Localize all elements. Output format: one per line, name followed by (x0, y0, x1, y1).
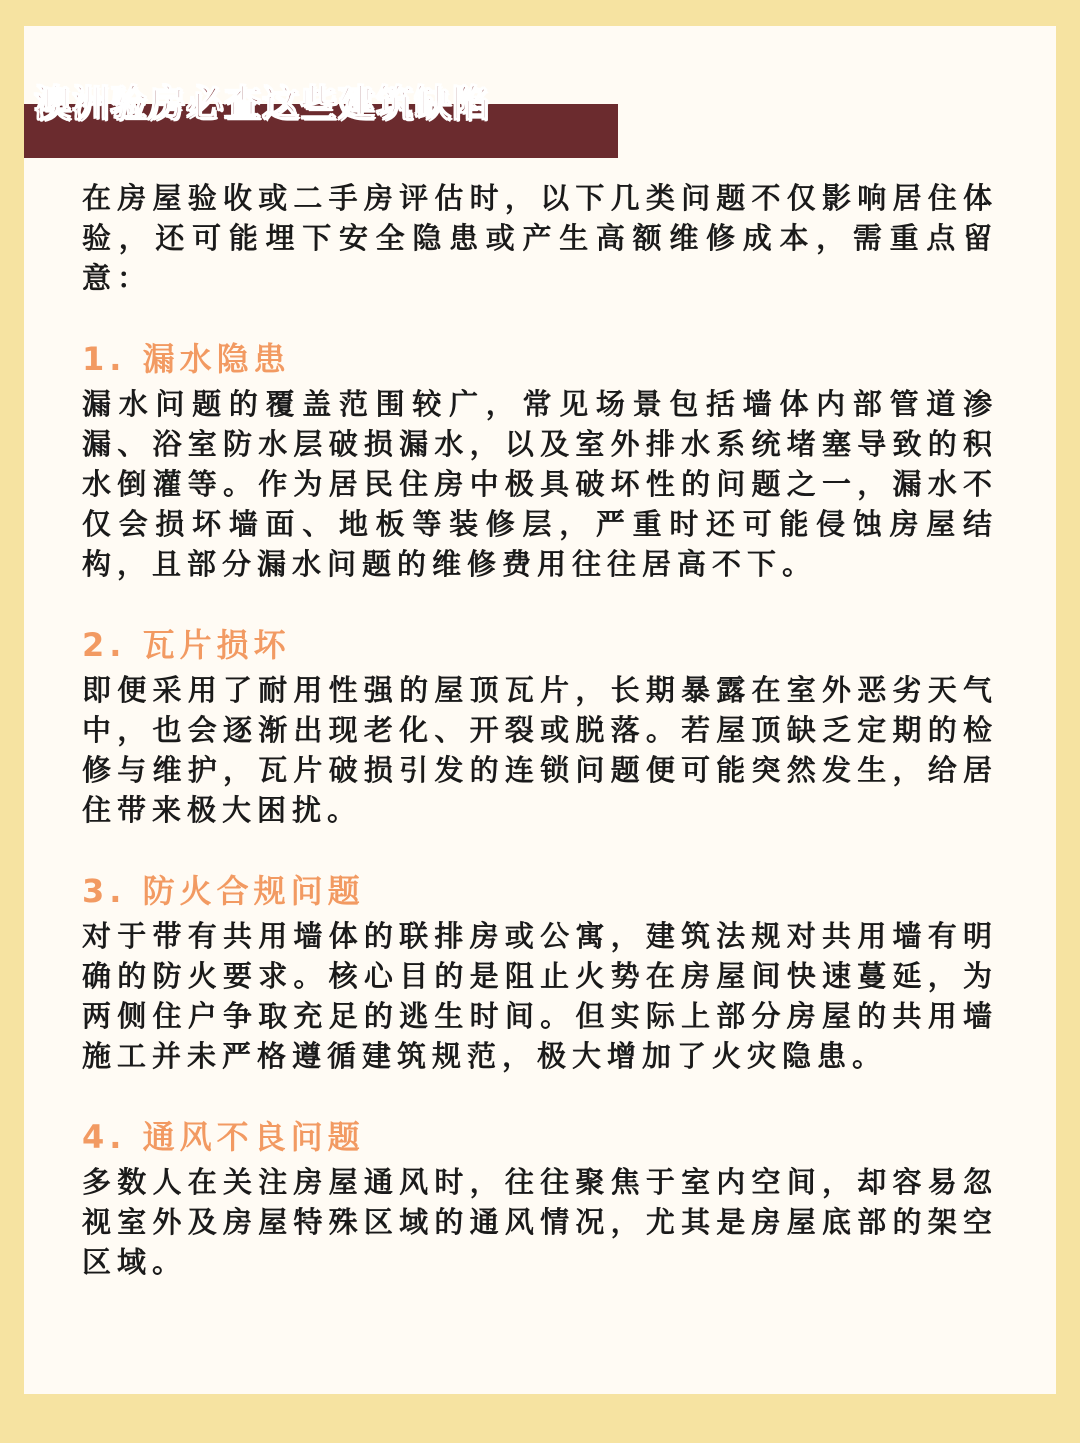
section-ventilation (82, 1114, 998, 1282)
section-heading: 3. 防火合规问题 (82, 872, 365, 910)
section-fire (82, 868, 998, 1076)
article-body (82, 178, 998, 1320)
intro-paragraph: 在房屋验收或二手房评估时，以下几类问题不仅影响居住体验，还可能埋下安全隐患或产生高额维修成本，需重点留意： (82, 181, 998, 295)
section-body: 多数人在关注房屋通风时，往往聚焦于室内空间，却容易忽视室外及房屋特殊区域的通风情况，尤其是房屋底部的架空区域。 (82, 1165, 998, 1279)
section-body: 漏水问题的覆盖范围较广，常见场景包括墙体内部管道渗漏、浴室防水层破损漏水，以及室外排水系统堵塞导致的积水倒灌等。作为居民住房中极具破坏性的问题之一，漏水不仅会损坏墙面、地板等装修层，严重时还可能侵蚀房屋结构，且部分漏水问题的维修费用往往居高不下。 (82, 387, 998, 581)
section-tiles (82, 622, 998, 830)
section-heading: 2. 瓦片损坏 (82, 626, 291, 664)
section-heading: 1. 漏水隐患 (82, 340, 291, 378)
page-title: 澳洲验房必查这些建筑缺陷 (34, 82, 490, 125)
section-heading: 4. 通风不良问题 (82, 1118, 365, 1156)
section-leak (82, 336, 998, 584)
section-body: 对于带有共用墙体的联排房或公寓，建筑法规对共用墙有明确的防火要求。核心目的是阻止火势在房屋间快速蔓延，为两侧住户争取充足的逃生时间。但实际上部分房屋的共用墙施工并未严格遵循建筑规范，极大增加了火灾隐患。 (82, 919, 998, 1073)
section-body: 即便采用了耐用性强的屋顶瓦片，长期暴露在室外恶劣天气中，也会逐渐出现老化、开裂或脱落。若屋顶缺乏定期的检修与维护，瓦片破损引发的连锁问题便可能突然发生，给居住带来极大困扰。 (82, 673, 998, 827)
